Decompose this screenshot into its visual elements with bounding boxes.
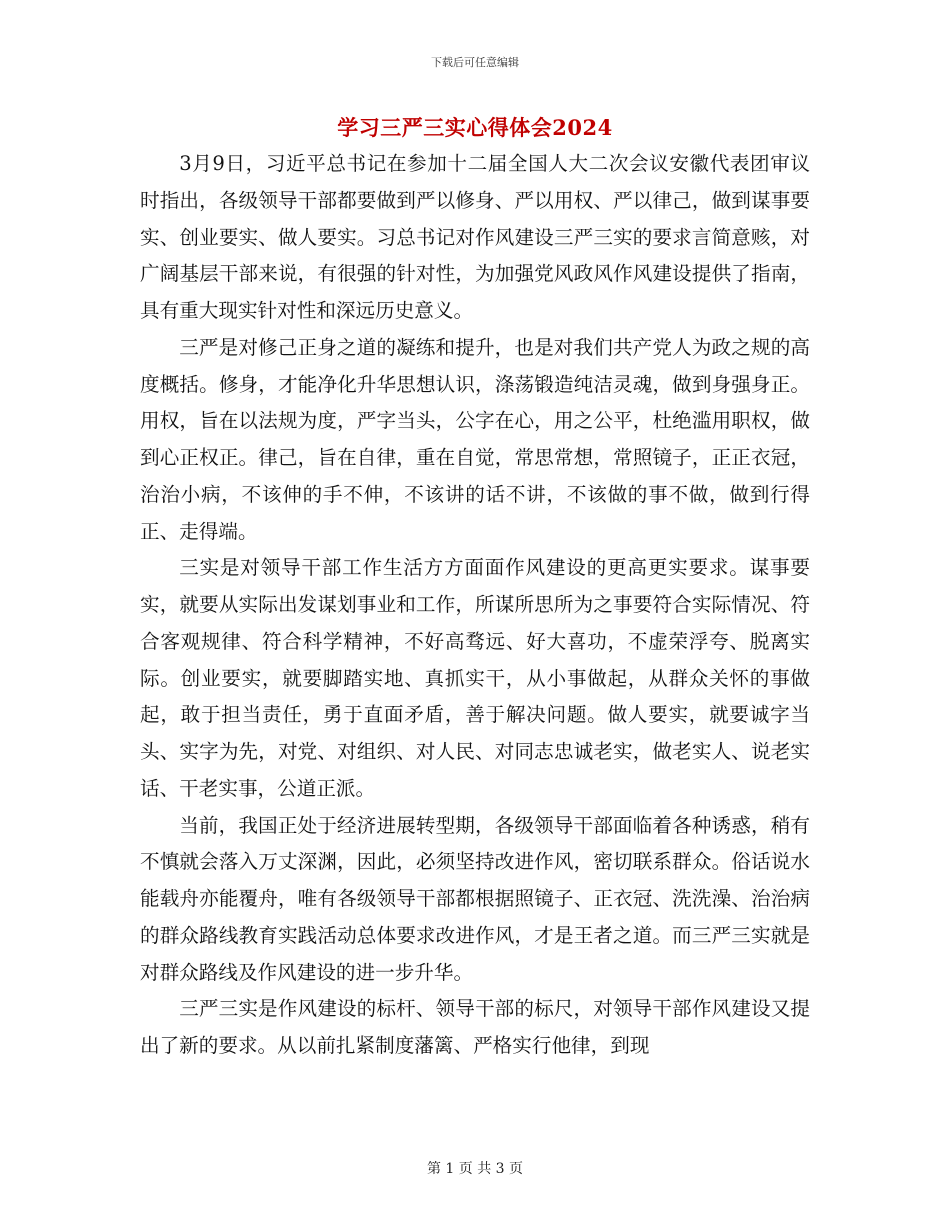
paragraph-5: 三严三实是作风建设的标杆、领导干部的标尺，对领导干部作风建设又提出了新的要求。从以前扎紧制度藩篱、严格实行他律，到现	[140, 997, 810, 1057]
document-body	[140, 146, 810, 1065]
paragraph-4: 当前，我国正处于经济进展转型期，各级领导干部面临着各种诱惑，稍有不慎就会落入万丈深渊，因此，必须坚持改进作风，密切联系群众。俗话说水能载舟亦能覆舟，唯有各级领导干部都根据照镜子、正衣冠、洗洗澡、治治病的群众路线教育实践活动总体要求改进作风，才是王者之道。而三严三实就是对群众路线及作风建设的进一步升华。	[140, 813, 810, 984]
paragraph-3: 三实是对领导干部工作生活方方面面作风建设的更高更实要求。谋事要实，就要从实际出发谋划事业和工作，所谋所思所为之事要符合实际情况、符合客观规律、符合科学精神，不好高骛远、好大喜功，不虚荣浮夸、脱离实际。创业要实，就要脚踏实地、真抓实干，从小事做起，从群众关怀的事做起，敢于担当责任，勇于直面矛盾，善于解决问题。做人要实，就要诚字当头、实字为先，对党、对组织、对人民、对同志忠诚老实，做老实人、说老实话、干老实事，公道正派。	[140, 556, 810, 800]
page-header-note: 下载后可任意编辑	[431, 56, 519, 69]
paragraph-1: 3月9日，习近平总书记在参加十二届全国人大二次会议安徽代表团审议时指出，各级领导干部都要做到严以修身、严以用权、严以律己，做到谋事要实、创业要实、做人要实。习总书记对作风建设三严三实的要求言简意赅，对广阔基层干部来说，有很强的针对性，为加强党风政风作风建设提供了指南，具有重大现实针对性和深远历史意义。	[140, 152, 810, 322]
document-title: 学习三严三实心得体会2024	[337, 115, 613, 140]
paragraph-2: 三严是对修己正身之道的凝练和提升，也是对我们共产党人为政之规的高度概括。修身，才能净化升华思想认识，涤荡锻造纯洁灵魂，做到身强身正。用权，旨在以法规为度，严字当头，公字在心，用之公平，杜绝滥用职权，做到心正权正。律己，旨在自律，重在自觉，常思常想，常照镜子，正正衣冠，治治小病，不该伸的手不伸，不该讲的话不讲，不该做的事不做，做到行得正、走得端。	[140, 335, 810, 543]
page-number: 第 1 页 共 3 页	[426, 1161, 524, 1177]
